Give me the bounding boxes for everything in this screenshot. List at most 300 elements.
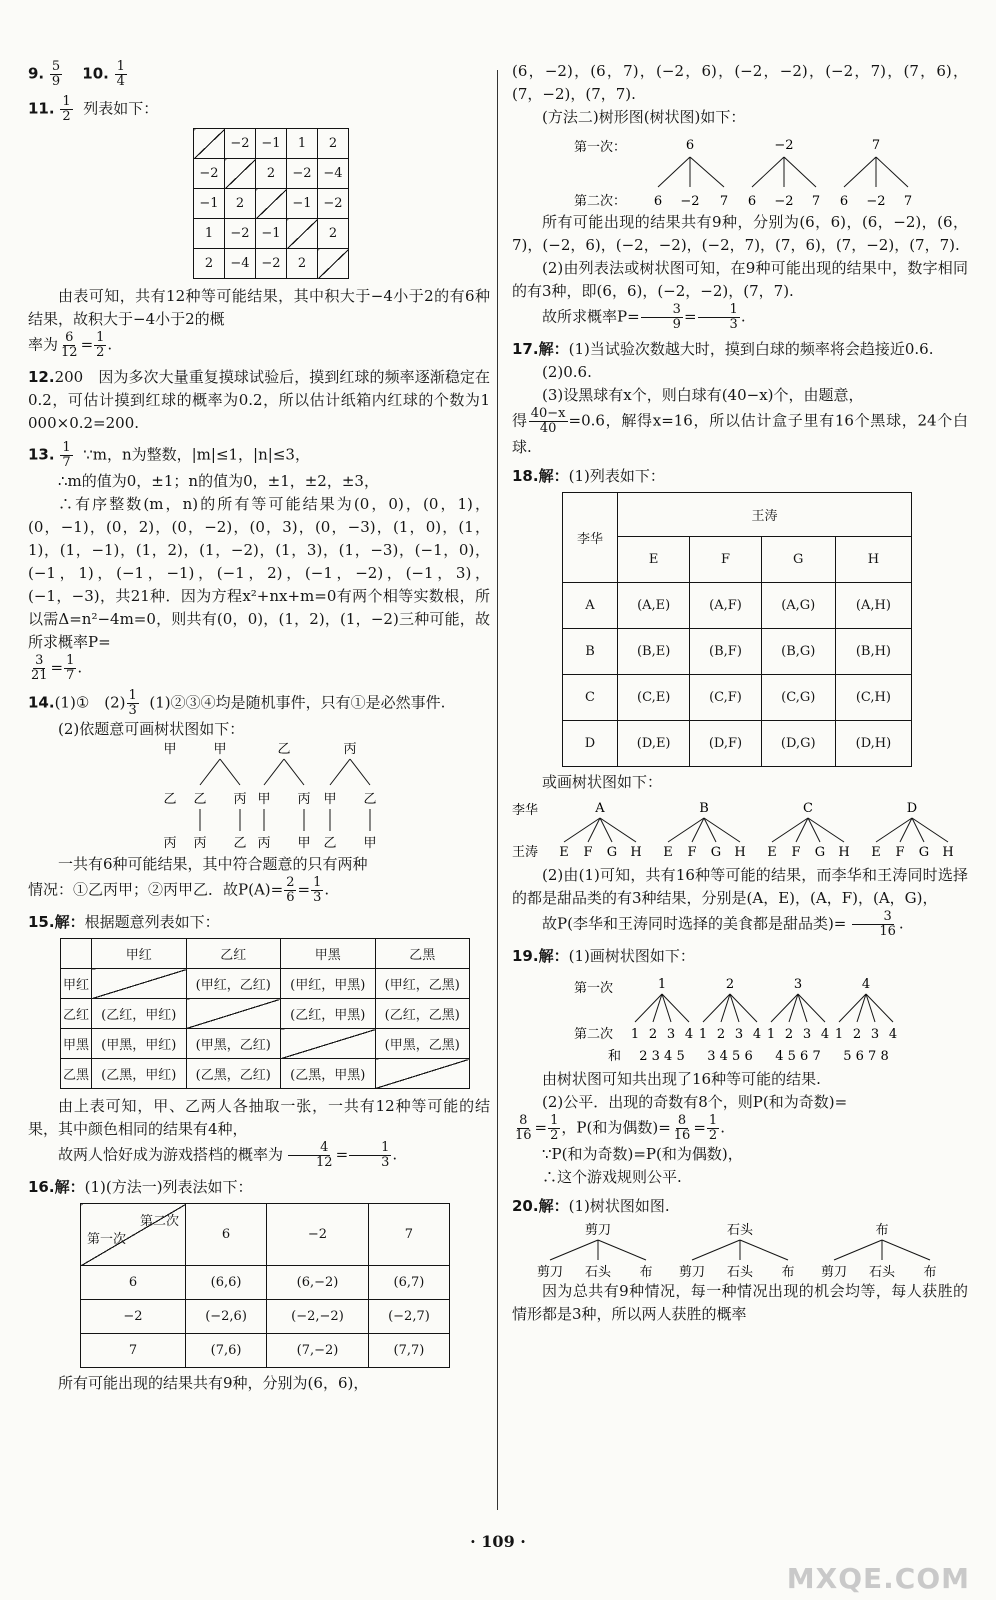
tree-branch bbox=[784, 157, 816, 187]
column-divider bbox=[497, 70, 498, 1510]
q19-frac3 bbox=[672, 1114, 693, 1143]
q15-header-cell: 甲红 bbox=[92, 939, 187, 969]
tree-node: C bbox=[803, 801, 813, 816]
q11-head bbox=[28, 95, 490, 124]
frac-den: 16 bbox=[879, 924, 896, 939]
q18-cell: (C,F) bbox=[690, 675, 761, 721]
q18-head bbox=[512, 465, 968, 488]
q16-method2: (方法二)树形图(树状图)如下： bbox=[542, 108, 746, 126]
q14-number: 14. bbox=[28, 693, 55, 712]
q18-row-head: A bbox=[563, 583, 618, 629]
tree-node: H bbox=[838, 845, 850, 860]
left-column bbox=[28, 60, 490, 1395]
q15-header-cell: 乙红 bbox=[186, 939, 281, 969]
tree-node: 7 bbox=[871, 138, 881, 153]
q17-part2: (2)0.6. bbox=[542, 363, 592, 381]
q15-header-cell: 甲黑 bbox=[281, 939, 376, 969]
tree-node: 7 bbox=[811, 194, 821, 209]
tree-node: 丙 bbox=[163, 836, 177, 851]
q19-number: 19. bbox=[512, 947, 539, 965]
q11-cell: −2 bbox=[318, 189, 349, 219]
tree-node: 4 bbox=[861, 977, 871, 992]
q13-frac2 bbox=[64, 654, 76, 683]
tree-node: 乙 bbox=[193, 792, 207, 807]
q16-header-cell: −2 bbox=[267, 1204, 369, 1266]
tree-node: 7 bbox=[719, 194, 729, 209]
tree-node: 甲 bbox=[363, 836, 377, 851]
q18-cell: (B,E) bbox=[618, 629, 690, 675]
tree-node: E bbox=[767, 845, 777, 860]
q13-frac1 bbox=[29, 654, 50, 683]
q19-frac4 bbox=[707, 1114, 719, 1143]
tree-node: B bbox=[699, 801, 709, 816]
q14-part1: (1)① (2) bbox=[54, 693, 126, 712]
q16-head bbox=[28, 1176, 490, 1199]
tree-node: 2 bbox=[784, 1027, 794, 1042]
tree-node: 6 bbox=[839, 194, 849, 209]
frac-num: 6 bbox=[65, 330, 74, 345]
tree-branch bbox=[330, 759, 350, 785]
q16-tree-diagram bbox=[512, 129, 968, 211]
tree-node: 剪刀 bbox=[820, 1265, 848, 1280]
q18-tree-label-wangtao: 王涛 bbox=[512, 845, 539, 860]
q19-probabilities: $\frac{8}{16}$ = $\frac{1}{2}$ ，P(和为偶数)= $\frac{8}{16}$ = $\frac{1}{2}$ . bbox=[515, 1113, 725, 1143]
tree-branch bbox=[808, 818, 844, 842]
q9-ans-num: 5 bbox=[51, 59, 61, 74]
tree-node: 2 bbox=[852, 1027, 862, 1042]
q14-frac2 bbox=[311, 876, 323, 905]
q16-results: 所有可能出现的结果共有9种，分别为(6，6)，(6，−2)，(6，7)，(−2，6)，(−2，−2)，(−2，7)，(7，6)，(7，−2)，(7，7). bbox=[512, 213, 968, 254]
q11-cell: 2 bbox=[318, 219, 349, 249]
tree-node: 甲 bbox=[323, 792, 337, 807]
right-column bbox=[512, 60, 968, 1326]
q17-head bbox=[512, 338, 968, 361]
q16-table bbox=[80, 1203, 450, 1368]
q9-10-answers bbox=[28, 60, 490, 89]
q18-part2: (2)由(1)可知，共有16种等可能的结果，而李华和王涛同时选择的都是甜品类的有3种结果，分别是(A，E)，(A，F)，(A，G)， bbox=[512, 866, 968, 907]
q11-row-head: −2 bbox=[194, 159, 225, 189]
frac-den: 2 bbox=[550, 1128, 559, 1143]
page-number: · 109 · bbox=[470, 1532, 526, 1551]
tree-branch bbox=[220, 759, 240, 785]
q12 bbox=[28, 366, 490, 435]
tree-node: 石头 bbox=[726, 1265, 754, 1280]
tree-node: G bbox=[606, 845, 618, 860]
q16-header-cell: 6 bbox=[186, 1204, 267, 1266]
tree-branch bbox=[284, 759, 304, 785]
q11-header-cell: 1 bbox=[287, 129, 318, 159]
q18-cell: (B,G) bbox=[761, 629, 835, 675]
q15-cell: (乙红，乙黑) bbox=[375, 999, 470, 1029]
q18-lead: 解： bbox=[538, 467, 569, 485]
q16-cell: (6,6) bbox=[186, 1266, 267, 1300]
q11-header-cell: 2 bbox=[318, 129, 349, 159]
frac-den: 12 bbox=[316, 1155, 333, 1170]
q15-frac2 bbox=[349, 1141, 391, 1170]
q16-frac2 bbox=[698, 303, 740, 332]
tree-node: 1 bbox=[698, 1027, 708, 1042]
frac-num: 2 bbox=[286, 875, 295, 890]
q11-result-label: 率为 bbox=[28, 335, 59, 354]
q18-or-tree: 或画树状图如下： bbox=[542, 773, 663, 791]
q10-answer bbox=[115, 60, 127, 89]
tree-node: 2 bbox=[648, 1027, 658, 1042]
q14-tree-diagram bbox=[28, 741, 490, 853]
q20-tree-diagram bbox=[512, 1218, 968, 1280]
q17-result-label: 得 bbox=[512, 411, 528, 430]
tree-node: 布 bbox=[639, 1265, 653, 1280]
q16-row-head: 6 bbox=[81, 1266, 186, 1300]
frac-num: 1 bbox=[96, 330, 105, 345]
q16-row-head: −2 bbox=[81, 1300, 186, 1334]
tree-branch bbox=[598, 1240, 646, 1260]
q16-second-label: 第二次： bbox=[574, 194, 627, 209]
q15-row-head: 乙黑 bbox=[61, 1059, 92, 1089]
q18-result: 故P(李华和王涛同时选择的美食都是甜品类)= $\frac{3}{16}$ . bbox=[542, 909, 904, 939]
q13-answer bbox=[60, 441, 72, 470]
q19-even-label: ，P(和为偶数)= bbox=[561, 1118, 671, 1137]
q16-continued: (6，−2)，(6，7)，(−2，6)，(−2，−2)，(−2，7)，(7，6)，(7，−2)，(7，7). bbox=[512, 62, 968, 103]
q18-header-cell: F bbox=[690, 537, 761, 583]
tree-branch bbox=[876, 818, 912, 842]
q16-number: 16. bbox=[28, 1178, 55, 1196]
tree-sum: 5 6 7 8 bbox=[843, 1049, 889, 1064]
q18-cell: (A,H) bbox=[835, 583, 911, 629]
q11-ans-den: 2 bbox=[62, 109, 71, 124]
tree-node: 3 bbox=[793, 977, 803, 992]
q16-cell: (7,7) bbox=[368, 1334, 449, 1368]
q10-ans-den: 4 bbox=[116, 74, 125, 89]
q16-cell: (−2,7) bbox=[368, 1300, 449, 1334]
q9-number: 9. bbox=[28, 64, 45, 83]
tree-branch bbox=[658, 157, 690, 187]
tree-node: H bbox=[942, 845, 954, 860]
tree-node: D bbox=[906, 801, 918, 816]
frac-num: 1 bbox=[62, 440, 71, 455]
frac-den: 7 bbox=[66, 668, 75, 683]
tree-branch bbox=[550, 1240, 598, 1260]
frac-num: 40−x bbox=[530, 406, 566, 421]
q16-cell: (−2,6) bbox=[186, 1300, 267, 1334]
q18-result-label: 故P(李华和王涛同时选择的美食都是甜品类)= bbox=[542, 914, 847, 933]
q18-cell: (A,F) bbox=[690, 583, 761, 629]
tree-node: 6 bbox=[747, 194, 757, 209]
q11-cell: −2 bbox=[287, 159, 318, 189]
q16-cell: (7,−2) bbox=[267, 1334, 369, 1368]
tree-node: G bbox=[918, 845, 930, 860]
q20-intro: (1)树状图如图. bbox=[568, 1197, 670, 1215]
q16-result-label: 故所求概率P= bbox=[542, 307, 640, 326]
tree-branch bbox=[668, 818, 704, 842]
q20-lead: 解： bbox=[538, 1197, 569, 1215]
q17-result-text: =0.6，解得x=16，所以估计盒子里有16个黑球，24个白球. bbox=[512, 411, 968, 456]
q11-cell: 2 bbox=[287, 249, 318, 279]
q16-cell: (6,−2) bbox=[267, 1266, 369, 1300]
q16-cell: (7,6) bbox=[186, 1334, 267, 1368]
tree-node: 4 bbox=[684, 1027, 694, 1042]
q18-cell: (D,G) bbox=[761, 721, 835, 767]
frac-den: 3 bbox=[729, 317, 738, 332]
tree-branch bbox=[264, 759, 284, 785]
tree-node: 石头 bbox=[584, 1265, 612, 1280]
q11-cell: −4 bbox=[225, 249, 256, 279]
q19-tree-diagram bbox=[512, 968, 968, 1068]
tree-node: 2 bbox=[725, 977, 735, 992]
tree-branch bbox=[690, 157, 724, 187]
tree-node: A bbox=[595, 801, 605, 816]
q15-cell: (乙红，甲黑) bbox=[281, 999, 376, 1029]
q19-frac2 bbox=[548, 1114, 560, 1143]
tree-node: 2 bbox=[716, 1027, 726, 1042]
q20-text: 因为总共有9种情况，每一种情况出现的机会均等，每人获胜的情形都是3种，所以两人获胜的概率 bbox=[512, 1282, 968, 1323]
q15-cell: (甲黑，乙黑) bbox=[375, 1029, 470, 1059]
q11-answer bbox=[60, 95, 72, 124]
q18-cell: (C,H) bbox=[835, 675, 911, 721]
q18-tree-label-lihua: 李华 bbox=[512, 803, 539, 818]
q18-col-group-label: 王涛 bbox=[618, 493, 912, 537]
tree-node: H bbox=[734, 845, 746, 860]
q11-row-head: −1 bbox=[194, 189, 225, 219]
tree-branch bbox=[882, 1240, 930, 1260]
frac-num: 8 bbox=[677, 1113, 687, 1128]
frac-den: 3 bbox=[128, 703, 137, 718]
q16-corner-top: 第二次 bbox=[139, 1214, 179, 1229]
q11-frac2 bbox=[94, 331, 106, 360]
q14-answer bbox=[127, 689, 139, 718]
q11-header-cell: −2 bbox=[225, 129, 256, 159]
q15-lead: 解： bbox=[54, 913, 85, 931]
q19-frac1 bbox=[513, 1114, 534, 1143]
tree-node: 甲 bbox=[297, 836, 311, 851]
q15-diag-cell bbox=[186, 999, 281, 1029]
q18-row-head: D bbox=[563, 721, 618, 767]
q18-cell: (C,G) bbox=[761, 675, 835, 721]
tree-node: −2 bbox=[774, 138, 794, 153]
watermark: MXQE.COM bbox=[786, 1562, 970, 1595]
tree-node: 丙 bbox=[297, 792, 311, 807]
tree-node: 4 bbox=[888, 1027, 898, 1042]
q10-number: 10. bbox=[82, 64, 109, 83]
tree-node: F bbox=[583, 845, 593, 860]
tree-branch bbox=[844, 157, 876, 187]
q15-intro: 根据题意列表如下： bbox=[84, 913, 220, 931]
q15-cell: (乙黑，乙红) bbox=[186, 1059, 281, 1089]
tree-node: G bbox=[710, 845, 722, 860]
tree-node: 1 bbox=[766, 1027, 776, 1042]
tree-branch bbox=[600, 818, 636, 842]
tree-node: 布 bbox=[923, 1265, 937, 1280]
tree-node: 丙 bbox=[343, 742, 357, 757]
q15-cell: (乙黑，甲红) bbox=[92, 1059, 187, 1089]
q15-diag-cell bbox=[281, 1029, 376, 1059]
q13-line3: ∴有序整数(m，n)的所有等可能结果为(0，0)，(0，1)，(0，−1)，(0，2)，(0，−2)，(0，3)，(0，−3)，(1，0)，(1，1)，(1，−1)，(1，2)，(1，−2)，(1，3)，(1，−3)，(−1，0)，(−1，1)，(−1，−1)，(−1，2)，(−1，−2)，(−1，3)，(−1，−3)，共21种．因为方程x²+nx+m=0有两个相等实数根，所以需Δ=n²−4m=0，则共有(0，0)，(1，2)，(1，−2)三种可能，故所求概率P= bbox=[28, 495, 490, 651]
q18-tree-diagram bbox=[512, 794, 968, 864]
q15-cell: (甲红，甲黑) bbox=[281, 969, 376, 999]
q11-result: 率为 $\frac{6}{12}$ = $\frac{1}{2}$ . bbox=[28, 330, 113, 360]
q19-because: ∵P(和为奇数)=P(和为偶数)， bbox=[542, 1145, 743, 1163]
q19-conclusion: ∴这个游戏规则公平. bbox=[542, 1168, 682, 1186]
q14-line2: (2)依题意可画树状图如下： bbox=[58, 720, 245, 738]
tree-node: 石头 bbox=[726, 1223, 754, 1238]
q11-explanation: 由表可知，共有12种等可能结果，其中积大于−4小于2的有6种结果，故积大于−4小于2的概 bbox=[28, 287, 490, 328]
q18-header-cell: G bbox=[761, 537, 835, 583]
frac-den: 2 bbox=[96, 345, 105, 360]
q19-part2: (2)公平．出现的奇数有8个，则P(和为奇数)= bbox=[542, 1093, 848, 1111]
tree-node: F bbox=[687, 845, 697, 860]
q17-lead: 解： bbox=[538, 340, 569, 358]
tree-node: E bbox=[559, 845, 569, 860]
tree-node: 6 bbox=[653, 194, 663, 209]
frac-num: 1 bbox=[708, 1113, 718, 1128]
q11-diag-cell bbox=[225, 159, 256, 189]
tree-node: G bbox=[814, 845, 826, 860]
q15-head bbox=[28, 911, 490, 934]
q17-frac bbox=[529, 407, 568, 436]
q14-line3: 一共有6种可能结果，其中符合题意的只有两种 bbox=[58, 855, 368, 873]
tree-node: 1 bbox=[834, 1027, 844, 1042]
q15-cell: (甲黑，甲红) bbox=[92, 1029, 187, 1059]
tree-node: 石头 bbox=[868, 1265, 896, 1280]
tree-sum: 4 5 6 7 bbox=[775, 1049, 821, 1064]
tree-node: 甲 bbox=[257, 792, 271, 807]
q11-row-head: 1 bbox=[194, 219, 225, 249]
q18-row-head: C bbox=[563, 675, 618, 721]
frac-num: 1 bbox=[349, 1141, 391, 1156]
frac-den: 21 bbox=[31, 668, 48, 683]
frac-num: 3 bbox=[852, 910, 894, 925]
frac-num: 1 bbox=[698, 303, 740, 318]
frac-num: 1 bbox=[550, 1113, 559, 1128]
q11-cell: −2 bbox=[225, 219, 256, 249]
q16-part2: (2)由列表法或树状图可知，在9种可能出现的结果中，数字相同的有3种，即(6，6)，(−2，−2)，(7，7). bbox=[512, 259, 968, 300]
q19-head bbox=[512, 945, 968, 968]
q10-ans-num: 1 bbox=[116, 59, 125, 74]
q19-second-label: 第二次 bbox=[574, 1027, 614, 1042]
frac-den: 3 bbox=[313, 890, 322, 905]
q16-corner bbox=[81, 1204, 186, 1266]
q19-intro: (1)画树状图如下： bbox=[568, 947, 695, 965]
q17-number: 17. bbox=[512, 340, 539, 358]
frac-den: 2 bbox=[708, 1128, 718, 1143]
q15-diag-cell bbox=[375, 1059, 470, 1089]
q18-cell: (D,F) bbox=[690, 721, 761, 767]
q9-ans-den: 9 bbox=[51, 74, 61, 89]
q16-cell: (−2,−2) bbox=[267, 1300, 369, 1334]
q16-cell: (6,7) bbox=[368, 1266, 449, 1300]
q15-result-label: 故两人恰好成为游戏搭档的概率为 bbox=[58, 1145, 284, 1164]
tree-node: 丙 bbox=[233, 792, 247, 807]
q13-result: $\frac{3}{21}$ = $\frac{1}{7}$ . bbox=[31, 653, 83, 683]
q15-row-head: 甲红 bbox=[61, 969, 92, 999]
q13-line1: ∵m，n为整数，|m|≤1，|n|≤3， bbox=[83, 445, 310, 464]
q18-header-cell: H bbox=[835, 537, 911, 583]
q11-diag-cell bbox=[318, 249, 349, 279]
q18-cell: (A,E) bbox=[618, 583, 690, 629]
q15-table bbox=[60, 938, 470, 1089]
q11-intro: 列表如下： bbox=[83, 99, 159, 118]
q18-table bbox=[562, 492, 912, 767]
q16-frac1 bbox=[641, 303, 683, 332]
tree-branch bbox=[772, 818, 808, 842]
q14-line1: (1)②③④均是随机事件，只有①是必然事件. bbox=[149, 693, 446, 712]
q11-ans-num: 1 bbox=[62, 94, 71, 109]
tree-branch bbox=[200, 759, 220, 785]
tree-node: −2 bbox=[774, 194, 794, 209]
q18-row-group-label: 李华 bbox=[563, 493, 618, 583]
tree-node: 乙 bbox=[277, 742, 291, 757]
q18-frac bbox=[847, 910, 898, 939]
q16-corner-bottom: 第一次 bbox=[87, 1232, 127, 1247]
tree-node: F bbox=[791, 845, 801, 860]
q14-result: 情况：①乙丙甲；②丙甲乙．故P(A)= $\frac{2}{6}$ = $\frac{1}{3}$ . bbox=[28, 875, 330, 905]
q17-part1: (1)当试验次数越大时，摸到白球的频率将会趋接近0.6. bbox=[568, 340, 934, 358]
q16-summary: 所有可能出现的结果共有9种，分别为(6，6)， bbox=[58, 1374, 369, 1392]
q19-lead: 解： bbox=[538, 947, 569, 965]
tree-branch bbox=[752, 157, 784, 187]
frac-den: 3 bbox=[381, 1155, 390, 1170]
q16-result: 故所求概率P= $\frac{3}{9}$ = $\frac{1}{3}$ . bbox=[542, 302, 746, 332]
q18-header-cell: E bbox=[618, 537, 690, 583]
q11-diag-cell bbox=[256, 189, 287, 219]
tree-node: 3 bbox=[802, 1027, 812, 1042]
tree-sum: 3 4 5 6 bbox=[707, 1049, 753, 1064]
frac-num: 3 bbox=[641, 303, 683, 318]
q19-part1: 由树状图可知共出现了16种等可能的结果. bbox=[542, 1070, 821, 1088]
tree-branch bbox=[350, 759, 370, 785]
frac-den: 16 bbox=[515, 1128, 532, 1143]
tree-branch bbox=[834, 1240, 882, 1260]
q12-number: 12. bbox=[28, 368, 55, 386]
frac-num: 8 bbox=[519, 1113, 528, 1128]
tree-node: 3 bbox=[666, 1027, 676, 1042]
tree-branch bbox=[912, 818, 948, 842]
tree-node: 1 bbox=[630, 1027, 640, 1042]
tree-node: 乙 bbox=[233, 836, 247, 851]
q13-number: 13. bbox=[28, 445, 55, 464]
q11-number: 11. bbox=[28, 99, 55, 118]
q15-result: 故两人恰好成为游戏搭档的概率为 $\frac{4}{12}$ = $\frac{1}{3}$ . bbox=[58, 1140, 398, 1170]
tree-node: −2 bbox=[680, 194, 700, 209]
tree-node: 布 bbox=[875, 1223, 889, 1238]
q11-corner bbox=[194, 129, 225, 159]
tree-node: −2 bbox=[866, 194, 886, 209]
q15-row-head: 乙红 bbox=[61, 999, 92, 1029]
tree-node: 剪刀 bbox=[584, 1223, 612, 1238]
tree-node: 3 bbox=[870, 1027, 880, 1042]
q20-head bbox=[512, 1195, 968, 1218]
q11-cell: −1 bbox=[256, 219, 287, 249]
q11-diag-cell bbox=[287, 219, 318, 249]
frac-num: 1 bbox=[66, 653, 75, 668]
q19-first-label: 第一次 bbox=[574, 981, 614, 996]
q16-row-head: 7 bbox=[81, 1334, 186, 1368]
q15-frac1 bbox=[284, 1141, 335, 1170]
q17-part3: (3)设黑球有x个，则白球有(40−x)个，由题意， bbox=[542, 386, 864, 404]
q16-first-label: 第一次： bbox=[574, 140, 627, 155]
frac-den: 7 bbox=[62, 455, 71, 470]
tree-node: 6 bbox=[685, 138, 695, 153]
q18-number: 18. bbox=[512, 467, 539, 485]
tree-sum: 2 3 4 5 bbox=[639, 1049, 685, 1064]
q14-line4: 情况：①乙丙甲；②丙甲乙．故P(A)= bbox=[28, 880, 284, 899]
q11-cell: −4 bbox=[318, 159, 349, 189]
q14-frac1 bbox=[284, 876, 296, 905]
tree-node: 剪刀 bbox=[678, 1265, 706, 1280]
q18-intro: (1)列表如下： bbox=[568, 467, 665, 485]
q15-cell: (甲红，乙黑) bbox=[375, 969, 470, 999]
q13-line2: ∴m的值为0，±1；n的值为0，±1，±2，±3， bbox=[58, 472, 379, 490]
tree-node: F bbox=[895, 845, 905, 860]
